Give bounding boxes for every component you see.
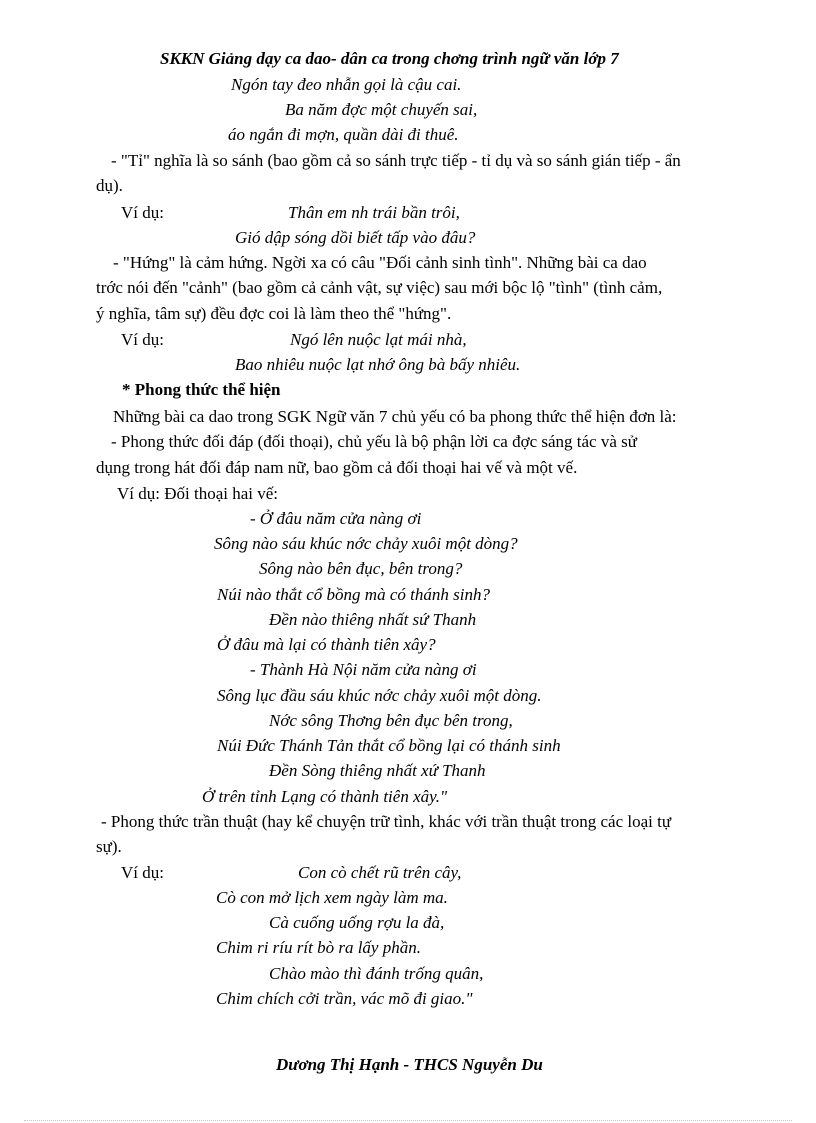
- example-label: Ví dụ:: [121, 330, 164, 349]
- poem-line: Con cò chết rũ trên cây,: [298, 863, 462, 882]
- paragraph-line: ý nghĩa, tâm sự) đều đợc coi là làm theo thể "hứng".: [96, 304, 452, 323]
- paragraph-line: dụng trong hát đối đáp nam nữ, bao gồm cả đối thoại hai vế và một vế.: [96, 458, 578, 477]
- paragraph-line: - Phong thức trần thuật (hay kể chuyện trữ tình, khác với trần thuật trong các loại tự: [101, 812, 672, 831]
- example-label: Ví dụ:: [121, 203, 164, 222]
- paragraph-line: Những bài ca dao trong SGK Ngữ văn 7 chủ yếu có ba phong thức thể hiện đơn là:: [113, 407, 677, 426]
- poem-line: Thân em nh trái bần trôi,: [288, 203, 460, 222]
- paragraph-line: - "Tỉ" nghĩa là so sánh (bao gồm cả so sánh trực tiếp - tỉ dụ và so sánh gián tiếp - ẩn: [111, 151, 681, 170]
- poem-line: áo ngắn đi mợn, quần dài đi thuê.: [228, 125, 459, 144]
- poem-line: Ngón tay đeo nhẫn gọi là cậu cai.: [231, 75, 462, 94]
- poem-line: Cò con mở lịch xem ngày làm ma.: [216, 888, 448, 907]
- section-heading: * Phong thức thể hiện: [122, 380, 281, 399]
- poem-line: Cà cuống uống rợu la đà,: [269, 913, 445, 932]
- poem-line: Ở đâu mà lại có thành tiên xây?: [217, 635, 436, 654]
- poem-line: Chim ri ríu rít bò ra lấy phần.: [216, 938, 421, 957]
- poem-line: - Ở đâu năm cửa nàng ơi: [250, 509, 422, 528]
- paragraph-line: - Phong thức đối đáp (đối thoại), chủ yếu là bộ phận lời ca đợc sáng tác và sử: [111, 432, 637, 451]
- poem-line: Ba năm đợc một chuyến sai,: [285, 100, 478, 119]
- poem-line: Đền Sòng thiêng nhất xứ Thanh: [269, 761, 486, 780]
- poem-line: Núi nào thắt cổ bồng mà có thánh sinh?: [217, 585, 490, 604]
- poem-line: Núi Đức Thánh Tản thắt cổ bồng lại có thánh sinh: [217, 736, 561, 755]
- poem-line: Sông nào sáu khúc nớc chảy xuôi một dòng?: [214, 534, 518, 553]
- poem-line: Bao nhiêu nuộc lạt nhớ ông bà bấy nhiêu.: [235, 355, 521, 374]
- poem-line: Chào mào thì đánh trống quân,: [269, 964, 484, 983]
- poem-line: - Thành Hà Nội năm cửa nàng ơi: [250, 660, 477, 679]
- poem-line: Sông nào bên đục, bên trong?: [259, 559, 463, 578]
- poem-line: Chim chích cởi trần, vác mõ đi giao.": [216, 989, 473, 1008]
- page-footer: Dương Thị Hạnh - THCS Nguyễn Du: [276, 1055, 543, 1074]
- bottom-divider: [24, 1120, 792, 1121]
- example-label: Ví dụ:: [121, 863, 164, 882]
- paragraph-line: dụ).: [96, 176, 123, 195]
- poem-line: Đền nào thiêng nhất sứ Thanh: [269, 610, 477, 629]
- example-label: Ví dụ: Đối thoại hai vế:: [117, 484, 279, 503]
- paragraph-line: trớc nói đến "cảnh" (bao gồm cả cảnh vật, sự việc) sau mới bộc lộ "tình" (tình cảm,: [96, 278, 663, 297]
- paragraph-line: - "Hứng" là cảm hứng. Ngời xa có câu "Đối cảnh sinh tình". Những bài ca dao: [113, 253, 647, 272]
- page-title: SKKN Giảng dạy ca dao- dân ca trong chơng trình ngữ văn lớp 7: [160, 49, 619, 68]
- poem-line: Sông lục đầu sáu khúc nớc chảy xuôi một dòng.: [217, 686, 542, 705]
- poem-line: Ở trên tỉnh Lạng có thành tiên xây.": [202, 787, 448, 806]
- poem-line: Nớc sông Thơng bên đục bên trong,: [269, 711, 513, 730]
- poem-line: Ngó lên nuộc lạt mái nhà,: [290, 330, 467, 349]
- poem-line: Gió dập sóng dồi biết tấp vào đâu?: [235, 228, 476, 247]
- paragraph-line: sự).: [96, 837, 122, 856]
